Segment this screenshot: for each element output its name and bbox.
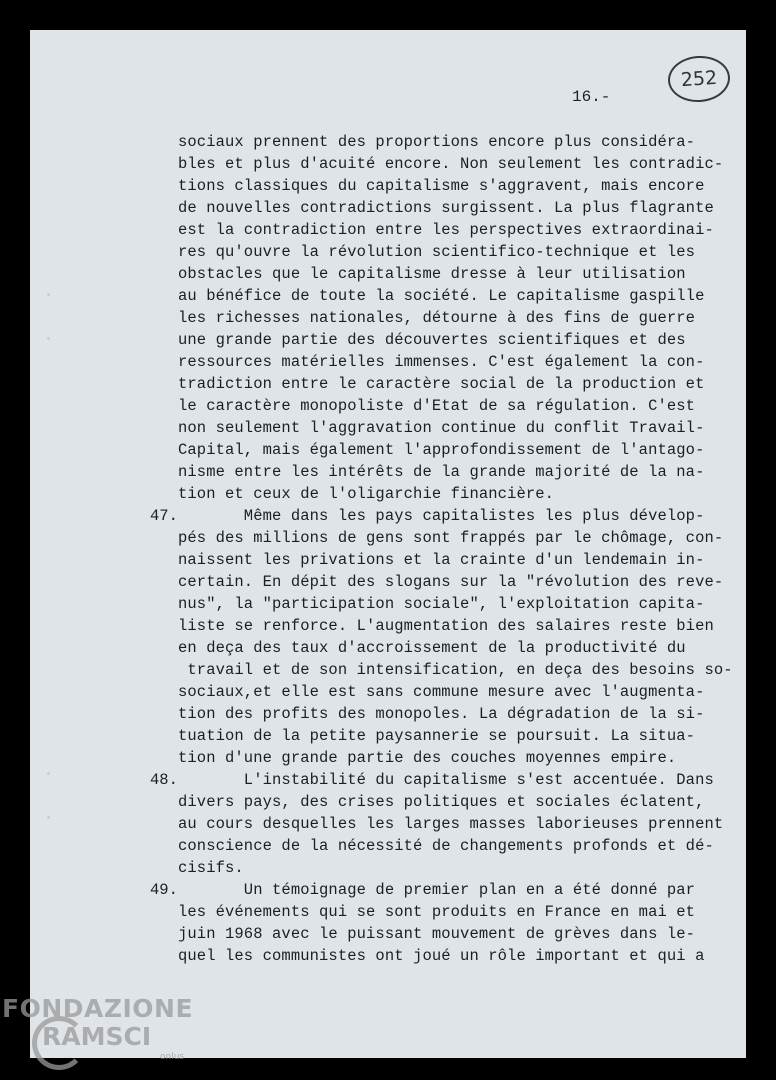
text-line: juin 1968 avec le puissant mouvement de grèves dans le- bbox=[178, 925, 696, 943]
text-line: une grande partie des découvertes scientifiques et des bbox=[178, 331, 686, 349]
text-line: les événements qui se sont produits en France en mai et bbox=[178, 903, 696, 921]
text-line: Même dans les pays capitalistes les plus dévelop- bbox=[178, 507, 705, 525]
watermark-line1: FONDAZIONE bbox=[2, 994, 194, 1023]
text-line: non seulement l'aggravation continue du conflit Travail- bbox=[178, 419, 705, 437]
margin-mark bbox=[47, 337, 50, 340]
text-line: naissent les privations et la crainte d'un lendemain in- bbox=[178, 551, 705, 569]
text-line: tradiction entre le caractère social de la production et bbox=[178, 375, 705, 393]
text-line: tion des profits des monopoles. La dégradation de la si- bbox=[178, 705, 705, 723]
text-line: tion d'une grande partie des couches moyennes empire. bbox=[178, 749, 677, 767]
text-line: nus", la "participation sociale", l'exploitation capita- bbox=[178, 595, 705, 613]
text-line: le caractère monopoliste d'Etat de sa régulation. C'est bbox=[178, 397, 696, 415]
text-line: sociaux,et elle est sans commune mesure avec l'augmenta- bbox=[178, 683, 705, 701]
text-line: au bénéfice de toute la société. Le capitalisme gaspille bbox=[178, 287, 705, 305]
text-line: certain. En dépit des slogans sur la "révolution des reve- bbox=[178, 573, 724, 591]
text-line: Un témoignage de premier plan en a été donné par bbox=[178, 881, 696, 899]
text-line: les richesses nationales, détourne à des fins de guerre bbox=[178, 309, 696, 327]
paragraph-number: 48. bbox=[150, 771, 178, 789]
text-line: ressources matérielles immenses. C'est également la con- bbox=[178, 353, 705, 371]
margin-mark bbox=[47, 293, 50, 296]
text-line: divers pays, des crises politiques et sociales éclatent, bbox=[178, 793, 705, 811]
text-line: res qu'ouvre la révolution scientifico-technique et les bbox=[178, 243, 696, 261]
margin-mark bbox=[47, 816, 50, 819]
paragraph-number: 49. bbox=[150, 881, 178, 899]
text-line: tions classiques du capitalisme s'aggravent, mais encore bbox=[178, 177, 705, 195]
text-line: au cours desquelles les larges masses laborieuses prennent bbox=[178, 815, 724, 833]
text-line: en deça des taux d'accroissement de la productivité du bbox=[178, 639, 686, 657]
watermark-line3: onlus bbox=[160, 1052, 185, 1062]
text-line: obstacles que le capitalisme dresse à leur utilisation bbox=[178, 265, 686, 283]
text-line: sociaux prennent des proportions encore plus considéra- bbox=[178, 133, 696, 151]
text-line: liste se renforce. L'augmentation des salaires reste bien bbox=[178, 617, 714, 635]
text-line: tuation de la petite paysannerie se poursuit. La situa- bbox=[178, 727, 696, 745]
watermark-line2: RAMSCI bbox=[42, 1022, 152, 1051]
margin-mark bbox=[47, 772, 50, 775]
text-line: pés des millions de gens sont frappés par le chômage, con- bbox=[178, 529, 724, 547]
text-line: bles et plus d'acuité encore. Non seulement les contradic- bbox=[178, 155, 724, 173]
text-line: tion et ceux de l'oligarchie financière. bbox=[178, 485, 555, 503]
paragraph-number: 47. bbox=[150, 507, 178, 525]
archive-stamp: 252 bbox=[666, 54, 731, 104]
text-line: cisifs. bbox=[178, 859, 244, 877]
text-line: de nouvelles contradictions surgissent. La plus flagrante bbox=[178, 199, 714, 217]
text-line: conscience de la nécessité de changements profonds et dé- bbox=[178, 837, 714, 855]
text-line: est la contradiction entre les perspectives extraordinai- bbox=[178, 221, 714, 239]
text-line: quel les communistes ont joué un rôle important et qui a bbox=[178, 947, 705, 965]
text-line: nisme entre les intérêts de la grande majorité de la na- bbox=[178, 463, 705, 481]
text-line: Capital, mais également l'approfondissement de l'antago- bbox=[178, 441, 705, 459]
watermark-logo bbox=[2, 994, 194, 1062]
text-line: travail et de son intensification, en deça des besoins so- bbox=[178, 661, 733, 679]
page-number: 16.- bbox=[572, 88, 611, 106]
text-line: L'instabilité du capitalisme s'est accentuée. Dans bbox=[178, 771, 714, 789]
